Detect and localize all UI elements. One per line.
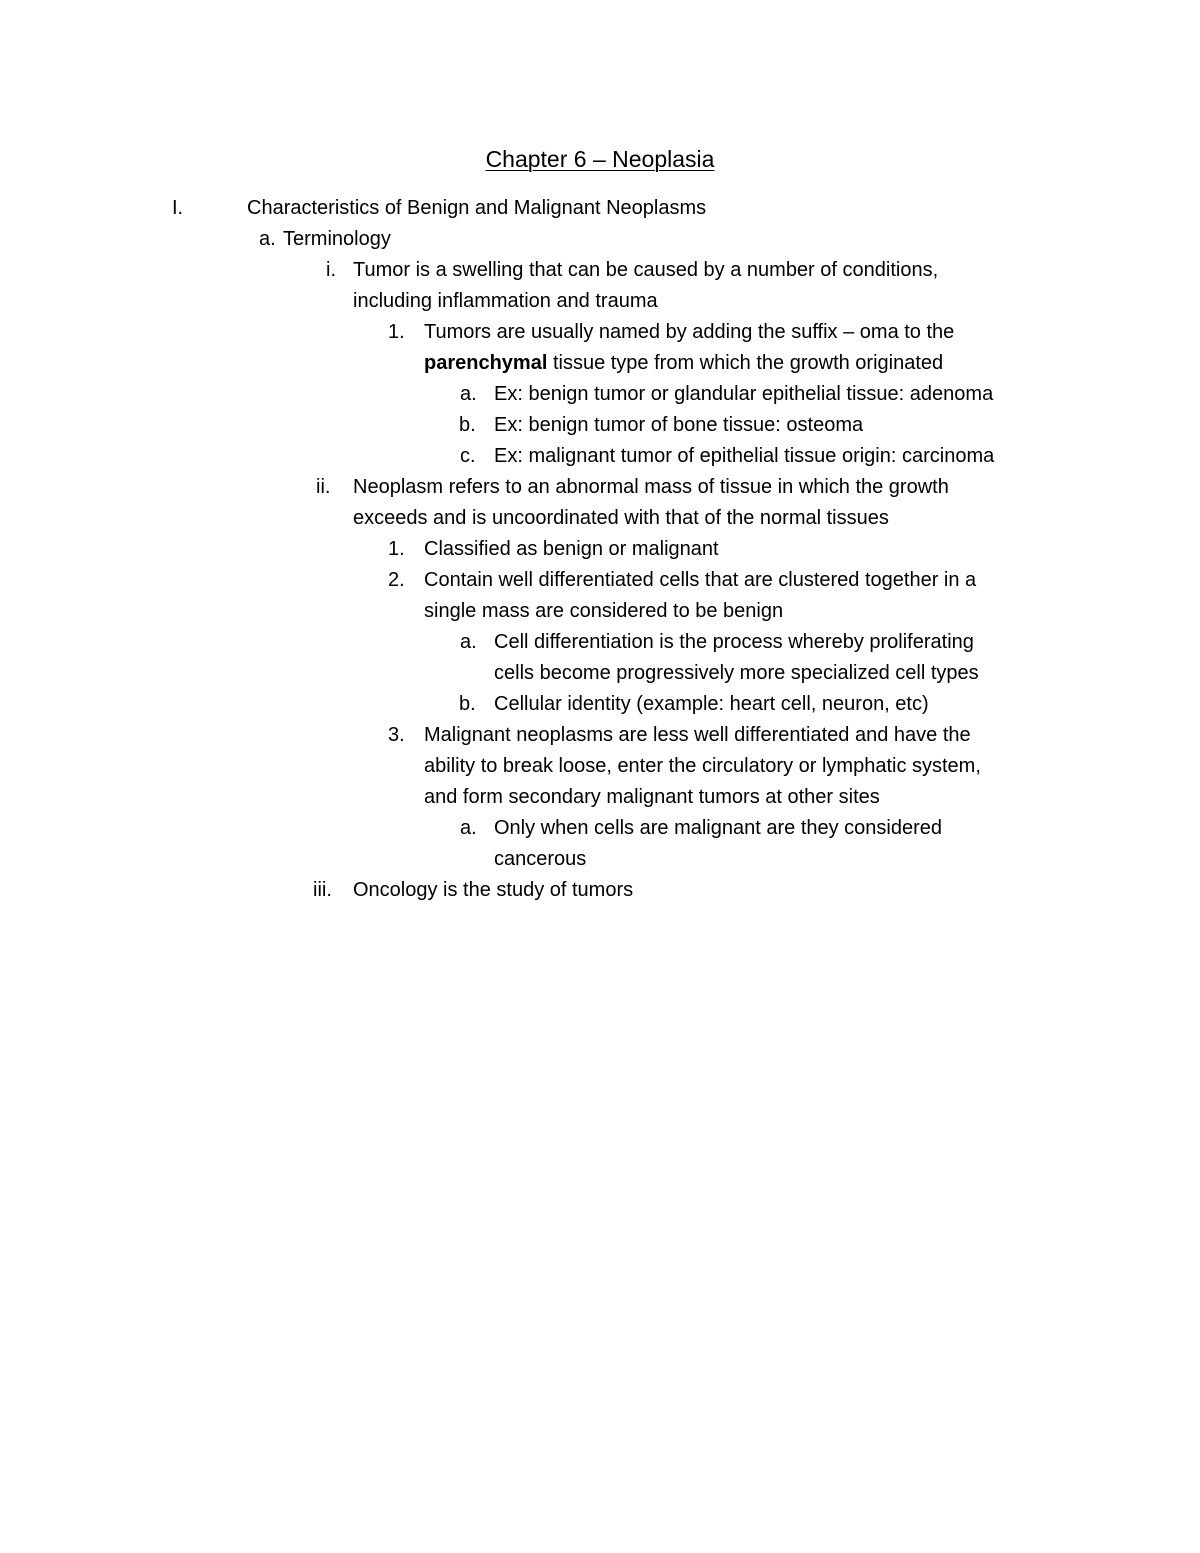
example-marker: a. (460, 383, 477, 405)
example-text: Ex: benign tumor or glandular epithelial tissue: adenoma (494, 383, 994, 405)
item-text: Tumor is a swelling that can be caused by a number of conditions, (353, 259, 939, 281)
sub-point-marker: a. (460, 817, 477, 839)
page-title: Chapter 6 – Neoplasia (485, 146, 715, 172)
sub-point-text: Cellular identity (example: heart cell, neuron, etc) (494, 693, 929, 715)
sub-point-text: Only when cells are malignant are they considered (494, 817, 943, 839)
example-marker: b. (459, 414, 476, 436)
point-text: Classified as benign or malignant (424, 538, 719, 560)
example-text: Ex: malignant tumor of epithelial tissue origin: carcinoma (494, 445, 995, 467)
sub-point-marker: b. (459, 693, 476, 715)
section-marker: I. (172, 197, 184, 219)
item-marker: iii. (313, 879, 332, 901)
point-marker: 2. (388, 569, 405, 591)
item-marker: ii. (316, 476, 331, 498)
point-text: ability to break loose, enter the circulatory or lymphatic system, (424, 755, 981, 777)
item-text: Oncology is the study of tumors (353, 879, 634, 901)
point-text-rest: tissue type from which the growth originated (547, 352, 944, 374)
point-text: Contain well differentiated cells that are clustered together in a (424, 569, 977, 591)
point-text: Tumors are usually named by adding the suffix – oma to the (424, 321, 955, 343)
point-text (424, 348, 943, 379)
point-marker: 3. (388, 724, 405, 746)
subsection-heading: Terminology (283, 228, 391, 250)
example-text: Ex: benign tumor of bone tissue: osteoma (494, 414, 864, 436)
item-text: exceeds and is uncoordinated with that of the normal tissues (353, 507, 889, 529)
item-text: Neoplasm refers to an abnormal mass of tissue in which the growth (353, 476, 949, 498)
point-text: Malignant neoplasms are less well differentiated and have the (424, 724, 971, 746)
point-marker: 1. (388, 321, 405, 343)
example-marker: c. (460, 445, 476, 467)
bold-term: parenchymal (424, 352, 548, 374)
sub-point-text: cells become progressively more specialized cell types (494, 662, 979, 684)
sub-point-text: Cell differentiation is the process whereby proliferating (494, 631, 974, 653)
point-marker: 1. (388, 538, 405, 560)
point-text: single mass are considered to be benign (424, 600, 784, 622)
section-heading: Characteristics of Benign and Malignant Neoplasms (247, 197, 707, 219)
item-marker: i. (326, 259, 336, 281)
item-text: including inflammation and trauma (353, 290, 658, 312)
subsection-marker: a. (259, 228, 276, 250)
sub-point-text: cancerous (494, 848, 587, 870)
sub-point-marker: a. (460, 631, 477, 653)
point-text: and form secondary malignant tumors at other sites (424, 786, 880, 808)
